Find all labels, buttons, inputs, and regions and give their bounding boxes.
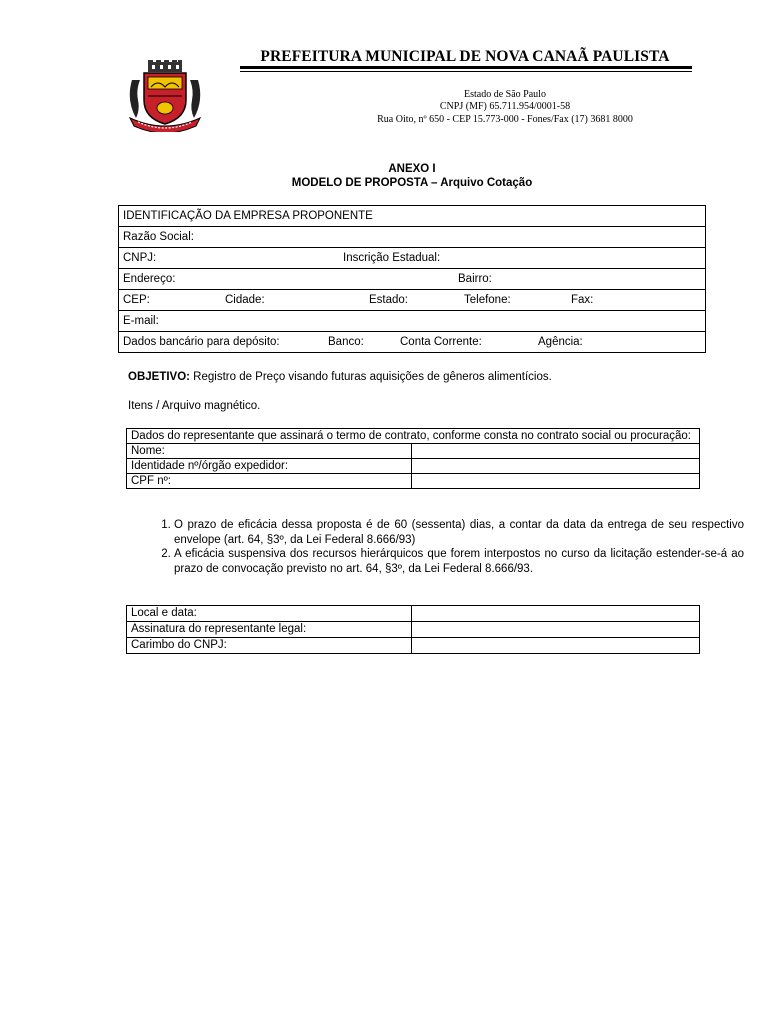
header-state: Estado de São Paulo: [464, 89, 546, 100]
carimbo-value-cell[interactable]: [412, 638, 700, 654]
items-note: Itens / Arquivo magnético.: [128, 400, 261, 412]
header-cnpj: CNPJ (MF) 65.711.954/0001-58: [439, 101, 571, 112]
cep-label: CEP:: [123, 294, 150, 306]
nome-label: Nome:: [131, 445, 165, 457]
bank-data-label: Dados bancário para depósito:: [123, 336, 280, 348]
inscricao-label: Inscrição Estadual:: [343, 252, 441, 264]
company-heading-cell: [119, 206, 706, 227]
term-item: 1. O prazo de eficácia dessa proposta é de 60 (sessenta) dias, a contar da data da entrega de seu respectivo envelope (art. 64, §3º, da Lei Federal 8.666/93): [174, 518, 744, 547]
cidade-label: Cidade:: [225, 294, 265, 306]
cnpj-label: CNPJ:: [123, 252, 157, 264]
annex-title: ANEXO I: [388, 163, 436, 175]
assinatura-value-cell[interactable]: [412, 622, 700, 638]
annex-subtitle: MODELO DE PROPOSTA – Arquivo Cotação: [291, 177, 533, 189]
cnpj-row[interactable]: [119, 248, 706, 269]
banco-label: Banco:: [328, 336, 364, 348]
assinatura-label-cell: [127, 622, 412, 638]
cpf-label: CPF nº:: [131, 475, 171, 487]
razao-social-field[interactable]: [119, 227, 706, 248]
header-thin-rule: [240, 71, 692, 72]
identidade-label: Identidade nº/órgão expedidor:: [131, 460, 289, 472]
telefone-label: Telefone:: [464, 294, 511, 306]
nome-label-cell: [127, 444, 412, 459]
cpf-value-cell[interactable]: [412, 474, 700, 489]
bairro-label: Bairro:: [458, 273, 492, 285]
endereco-row[interactable]: [119, 269, 706, 290]
local-data-label-cell: [127, 606, 412, 622]
agencia-label: Agência:: [538, 336, 583, 348]
local-data-value-cell[interactable]: [412, 606, 700, 622]
representative-table: [126, 428, 700, 489]
nome-value-cell[interactable]: [412, 444, 700, 459]
objective-text: Registro de Preço visando futuras aquisições de gêneros alimentícios.: [189, 371, 552, 383]
rep-heading: Dados do representante que assinará o termo de contrato, conforme consta no contrato social ou procuração:: [131, 430, 691, 442]
conta-corrente-label: Conta Corrente:: [400, 336, 482, 348]
terms-list: [130, 518, 744, 576]
identidade-label-cell: [127, 459, 412, 474]
objective-paragraph: [128, 371, 552, 383]
assinatura-label: Assinatura do representante legal:: [131, 623, 307, 635]
endereco-label: Endereço:: [123, 273, 176, 285]
term-item: 2. A eficácia suspensiva dos recursos hierárquicos que forem interpostos no curso da licitação estender-se-á ao prazo de convocação previsto no art. 64, §3º, da Lei Federal 8.666/93.: [174, 547, 744, 576]
carimbo-label-cell: [127, 638, 412, 654]
local-data-label: Local e data:: [131, 607, 197, 619]
cep-row[interactable]: [119, 290, 706, 311]
company-identification-table: [118, 205, 706, 353]
email-label: E-mail:: [123, 315, 159, 327]
fax-label: Fax:: [571, 294, 594, 306]
municipal-crest-logo: [124, 60, 206, 132]
email-field[interactable]: [119, 311, 706, 332]
company-heading: IDENTIFICAÇÃO DA EMPRESA PROPONENTE: [123, 210, 373, 222]
header-address: Rua Oito, nº 650 - CEP 15.773-000 - Fones/Fax (17) 3681 8000: [377, 114, 633, 125]
header-thick-rule: [240, 66, 692, 69]
bank-row[interactable]: [119, 332, 706, 353]
carimbo-label: Carimbo do CNPJ:: [131, 639, 227, 651]
cpf-label-cell: [127, 474, 412, 489]
objective-label: OBJETIVO:: [128, 371, 190, 383]
municipality-title: PREFEITURA MUNICIPAL DE NOVA CANAÃ PAULISTA: [260, 48, 670, 65]
signature-table: [126, 605, 700, 654]
razao-social-label: Razão Social:: [123, 231, 194, 243]
estado-label: Estado:: [369, 294, 408, 306]
identidade-value-cell[interactable]: [412, 459, 700, 474]
rep-heading-cell: [127, 429, 700, 444]
